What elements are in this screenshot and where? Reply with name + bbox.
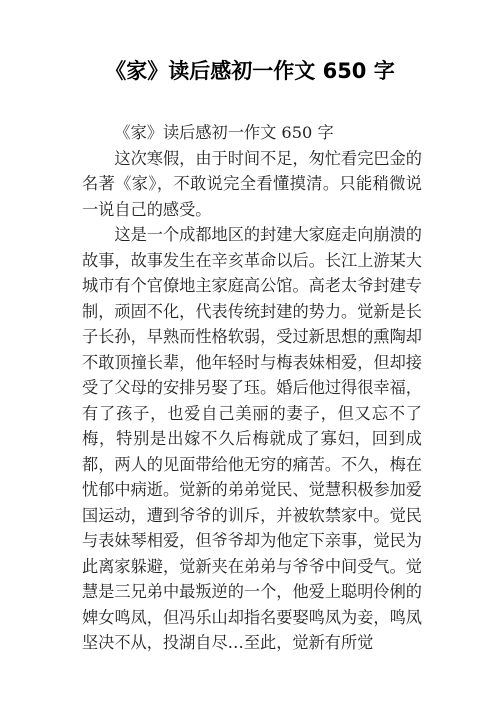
paragraph-story: 这是一个成都地区的封建大家庭走向崩溃的故事，故事发生在辛亥革命以后。长江上游某大城市有个官僚地主家庭高公馆。高老太爷封建专制，顽固不化，代表传统封建的势力。觉新是长子长孙，早熟而性格软弱，受过新思想的熏陶却不敢顶撞长辈，他年轻时与梅表妹相爱，但却接受了父母的安排另娶了珏。婚后他过得很幸福，有了孩子，也爱自己美丽的妻子，但又忘不了梅，特别是出嫁不久后梅就成了寡妇，回到成都，两人的见面带给他无穷的痛苦。不久，梅在忧郁中病逝。觉新的弟弟觉民、觉慧积极参加爱国运动，遭到爷爷的训斥，并被软禁家中。觉民与表妹琴相爱，但爷爷却为他定下亲事，觉民为此离家躲避，觉新夹在弟弟与爷爷中间受气。觉慧是三兄弟中最叛逆的一个，他爱上聪明伶俐的婢女鸣凤，但冯乐山却指名要娶鸣凤为妾，鸣凤坚决不从，投湖自尽…至此，觉新有所觉 (82, 225, 422, 652)
document-body (82, 120, 422, 656)
paragraph-intro: 这次寒假，由于时间不足，匆忙看完巴金的名著《家》，不敢说完全看懂摸清。只能稍微说一说自己的感受。 (82, 148, 422, 219)
document-subtitle: 《家》读后感初一作文 650 字 (114, 123, 334, 142)
document-title: 《家》读后感初一作文 650 字 (105, 59, 395, 83)
